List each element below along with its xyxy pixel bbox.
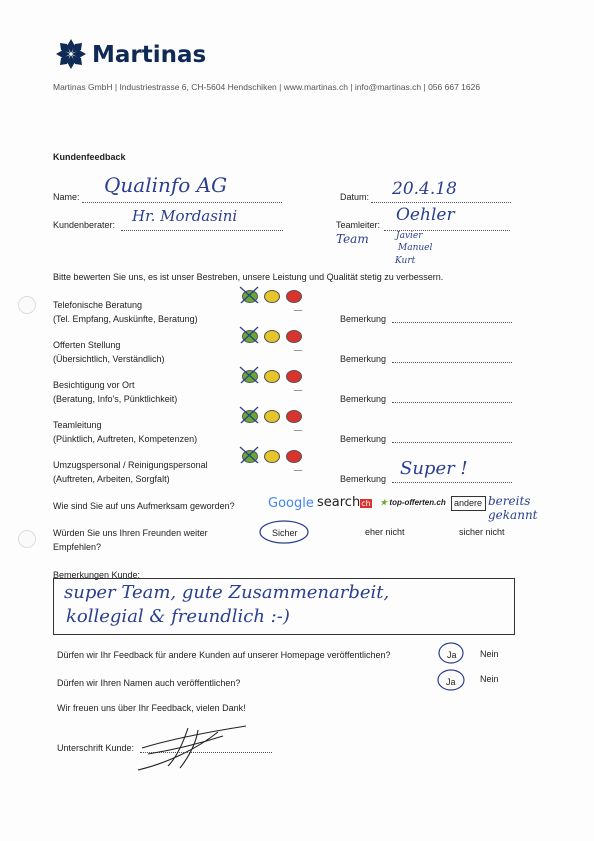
andere-note[interactable]: bereits gekannt: [488, 494, 538, 522]
teamleiter-value[interactable]: Oehler: [396, 205, 455, 225]
publish-name-ja[interactable]: Ja: [446, 677, 456, 687]
rating-title: Besichtigung vor Ort: [53, 380, 135, 390]
berater-value[interactable]: Hr. Mordasini: [132, 207, 238, 225]
berater-label: Kundenberater:: [53, 220, 116, 230]
rating-red-button[interactable]: [286, 450, 302, 463]
bemerkung-label: Bemerkung: [340, 354, 387, 364]
rating-title: Teamleitung: [53, 420, 102, 430]
form-title: Kundenfeedback: [53, 152, 126, 162]
bemerkung-line[interactable]: [392, 362, 512, 363]
rating-subtitle: (Auftreten, Arbeiten, Sorgfalt): [53, 474, 170, 484]
selection-cross-icon: [238, 365, 260, 385]
publish-name-nein[interactable]: Nein: [480, 674, 499, 684]
source-question: Wie sind Sie auf uns Aufmerksam geworden?: [53, 501, 235, 511]
rating-red-button[interactable]: [286, 410, 302, 423]
rating-yellow-button[interactable]: [264, 290, 280, 303]
berater-line: [121, 230, 283, 231]
star-icon: ★: [380, 498, 388, 507]
recommend-option-eher-nicht[interactable]: eher nicht: [365, 527, 405, 537]
rating-red-button[interactable]: [286, 330, 302, 343]
team-member: Manuel: [398, 243, 433, 253]
selection-cross-icon: [238, 325, 260, 345]
datum-value[interactable]: 20.4.18: [392, 179, 457, 199]
company-address: Martinas GmbH | Industriestrasse 6, CH-5604 Hendschiken | www.martinas.ch | info@martinas.ch | 056 667 1626: [53, 82, 481, 92]
punch-hole: [18, 530, 36, 548]
google-option[interactable]: [268, 496, 314, 511]
comments-line2: kollegial & freundlich :-): [66, 606, 290, 627]
recommend-question-line1: Würden Sie uns Ihren Freunden weiter: [53, 528, 208, 538]
bemerkung-line[interactable]: [392, 482, 512, 483]
team-member: Kurt: [395, 256, 416, 266]
rating-yellow-button[interactable]: [264, 370, 280, 383]
selection-cross-icon: [238, 405, 260, 425]
rating-subtitle: (Übersichtlich, Verständlich): [53, 354, 165, 364]
rating-dash: [294, 350, 302, 351]
google-label: Google: [268, 496, 314, 511]
selection-cross-icon: [238, 285, 260, 305]
rating-title: Umzugspersonal / Reinigungspersonal: [53, 460, 208, 470]
martinas-logo-icon: [55, 38, 87, 70]
datum-line: [371, 202, 511, 203]
rating-dash: [294, 390, 302, 391]
rating-title: Telefonische Beratung: [53, 300, 143, 310]
rating-red-button[interactable]: [286, 290, 302, 303]
name-label: Name:: [53, 192, 80, 202]
rating-title: Offerten Stellung: [53, 340, 121, 350]
search-suffix: ch: [361, 499, 371, 508]
brand-name: Martinas: [92, 42, 207, 68]
publish-name-question: Dürfen wir Ihren Namen auch veröffentlichen?: [57, 678, 241, 688]
rating-dash: [294, 430, 302, 431]
rating-yellow-button[interactable]: [264, 410, 280, 423]
signature-drawing[interactable]: [128, 718, 253, 778]
publish-feedback-nein[interactable]: Nein: [480, 649, 499, 659]
team-member: Javier: [396, 231, 423, 241]
bemerkung-label: Bemerkung: [340, 314, 387, 324]
signature-label: Unterschrift Kunde:: [57, 743, 135, 753]
rating-subtitle: (Pünktlich, Auftreten, Kompetenzen): [53, 434, 198, 444]
publish-feedback-ja[interactable]: Ja: [447, 650, 457, 660]
bemerkung-value[interactable]: Super !: [400, 458, 468, 479]
bemerkung-label: Bemerkung: [340, 394, 387, 404]
rating-subtitle: (Beratung, Info's, Pünktlichkeit): [53, 394, 178, 404]
bemerkung-label: Bemerkung: [340, 474, 387, 484]
bemerkung-line[interactable]: [392, 442, 512, 443]
publish-feedback-question: Dürfen wir Ihr Feedback für andere Kunden auf unserer Homepage veröffentlichen?: [57, 650, 391, 660]
rating-red-button[interactable]: [286, 370, 302, 383]
rating-subtitle: (Tel. Empfang, Auskünfte, Beratung): [53, 314, 198, 324]
punch-hole: [18, 296, 36, 314]
selection-cross-icon: [238, 445, 260, 465]
rating-yellow-button[interactable]: [264, 450, 280, 463]
teamleiter-label: Teamleiter:: [336, 220, 381, 230]
rating-yellow-button[interactable]: [264, 330, 280, 343]
search-label: search: [317, 495, 361, 510]
comments-line1: super Team, gute Zusammenarbeit,: [64, 582, 390, 603]
selection-circle: [437, 640, 465, 666]
andere-label: andere: [454, 498, 483, 508]
datum-label: Datum:: [340, 192, 370, 202]
rating-dash: [294, 470, 302, 471]
bemerkung-line[interactable]: [392, 322, 512, 323]
topofferten-option[interactable]: [380, 498, 446, 507]
bemerkung-label: Bemerkung: [340, 434, 387, 444]
recommend-option-sicher[interactable]: Sicher: [272, 528, 298, 538]
name-line: [82, 202, 282, 203]
recommend-option-sicher-nicht[interactable]: sicher nicht: [459, 527, 505, 537]
bemerkung-line[interactable]: [392, 402, 512, 403]
selection-circle: [258, 519, 310, 545]
name-value[interactable]: Qualinfo AG: [104, 173, 228, 197]
rating-dash: [294, 310, 302, 311]
recommend-question-line2: Empfehlen?: [53, 542, 102, 552]
comments-label: Bemerkungen Kunde:: [53, 570, 141, 580]
thanks-text: Wir freuen uns über Ihr Feedback, vielen Dank!: [57, 703, 246, 713]
selection-circle: [436, 668, 466, 692]
intro-text: Bitte bewerten Sie uns, es ist unser Bestreben, unsere Leistung und Qualität stetig zu verbessern.: [53, 272, 444, 282]
topofferten-label: top-offerten.ch: [389, 498, 446, 507]
search-ch-option[interactable]: [317, 495, 372, 510]
team-label: Team: [336, 232, 369, 246]
